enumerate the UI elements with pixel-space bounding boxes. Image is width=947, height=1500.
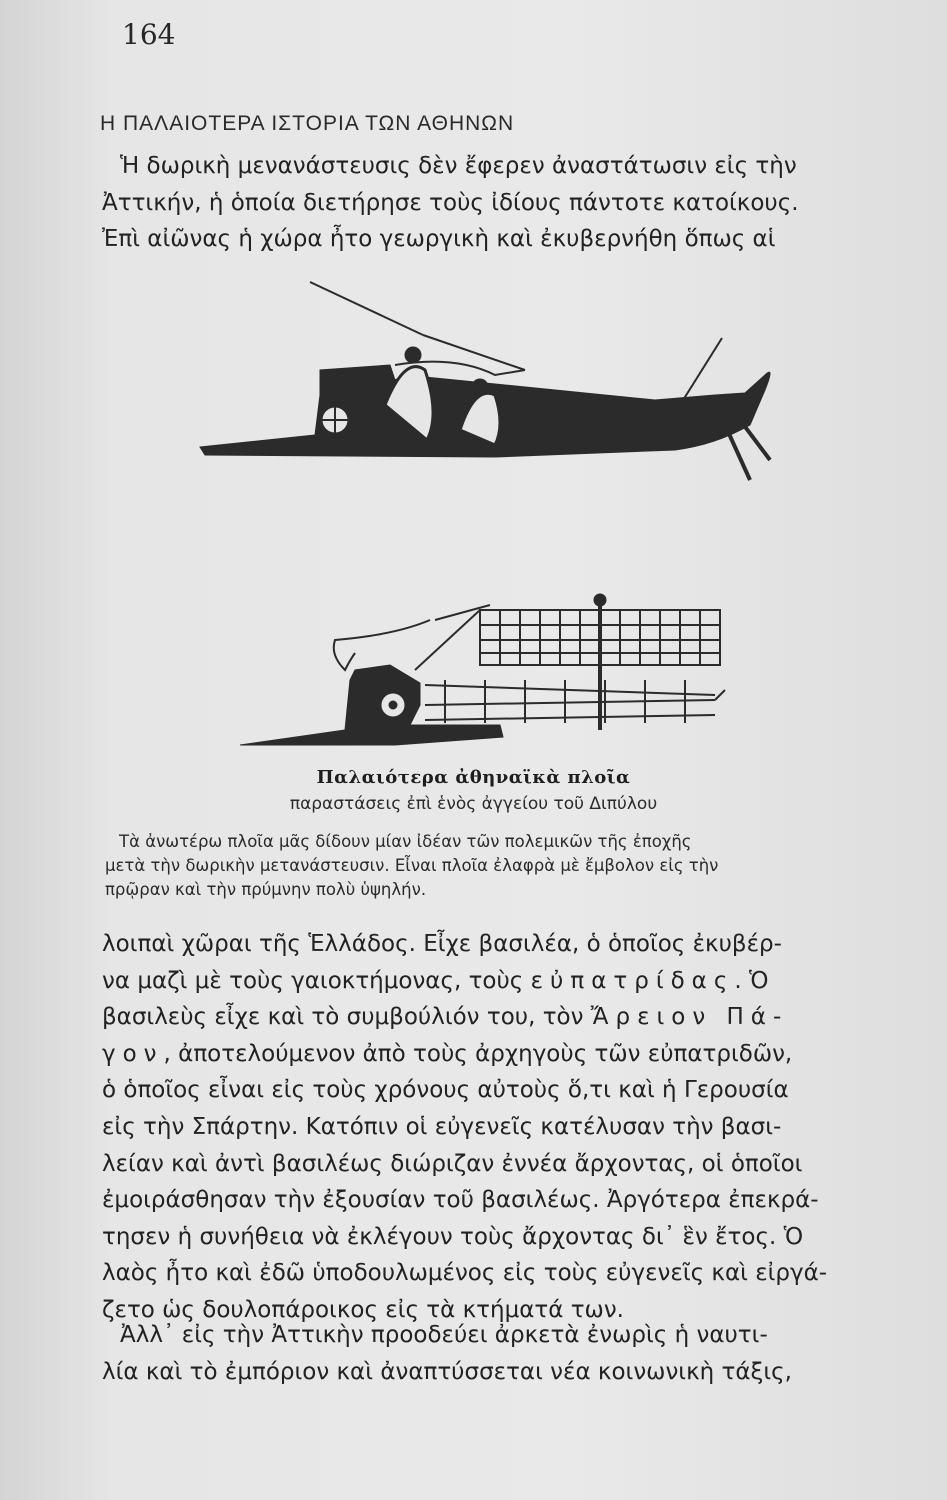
body-line: Ἀλλ᾿ εἰς τὴν Ἀττικὴν προοδεύει ἀρκετὰ ἐνωρὶς ἡ ναυτι- xyxy=(120,1322,768,1348)
body-line xyxy=(102,963,876,1000)
intro-paragraph xyxy=(102,148,876,258)
body-text: , ἀποτελούμενον ἀπὸ τοὺς ἀρχηγοὺς τῶν εὐπατριδῶν, xyxy=(163,1040,793,1067)
body-line: ὁ ὁποῖος εἶναι εἰς τοὺς χρόνους αὐτοὺς ὅ,τι καὶ ἡ Γερουσία xyxy=(102,1077,789,1104)
body-line: λείαν καὶ ἀντὶ βασιλέως διώριζαν ἐννέα ἄρχοντας, οἱ ὁποῖοι xyxy=(102,1150,803,1177)
intro-line: Ἀττικήν, ἡ ὁποία διετήρησε τοὺς ἰδίους πάντοτε κατοίκους. xyxy=(102,189,799,216)
body-line xyxy=(102,999,876,1036)
main-paragraph-2 xyxy=(102,1317,876,1390)
body-text: βασιλεὺς εἶχε καὶ τὸ συμβούλιόν του, τὸν xyxy=(102,1004,591,1031)
caption-note-line: μετὰ τὴν δωρικὴν μετανάστευσιν. Εἶναι πλοῖα ἐλαφρὰ μὲ ἔμβολον εἰς τὴν xyxy=(105,856,719,875)
intro-line: Ἐπὶ αἰῶνας ἡ χώρα ἦτο γεωργικὴ καὶ ἐκυβερνήθη ὅπως αἱ xyxy=(102,226,776,253)
body-line: τησεν ἡ συνήθεια νὰ ἐκλέγουν τοὺς ἄρχοντας δι᾿ ἓν ἔτος. Ὁ xyxy=(102,1223,804,1250)
lower-ship xyxy=(240,594,725,745)
body-line xyxy=(102,1036,876,1073)
body-line: εἰς τὴν Σπάρτην. Κατόπιν οἱ εὐγενεῖς κατέλυσαν τὴν βασι- xyxy=(102,1113,782,1140)
figure-caption-title: Παλαιότερα ἀθηναϊκὰ πλοῖα xyxy=(316,767,631,788)
body-line: ζετο ὡς δουλοπάροικος εἰς τὰ κτήματά των. xyxy=(102,1296,624,1323)
ships-illustration xyxy=(195,275,785,765)
main-paragraph-1 xyxy=(102,926,876,1329)
figure-caption-note xyxy=(105,830,875,902)
body-line: λοιπαὶ χῶραι τῆς Ἑλλάδος. Εἶχε βασιλέα, ὁ ὁποῖος ἐκυβέρ- xyxy=(102,931,782,957)
body-line: λία καὶ τὸ ἐμπόριον καὶ ἀναπτύσσεται νέα κοινωνικὴ τάξις, xyxy=(102,1358,792,1385)
body-line: ἐμοιράσθησαν τὴν ἐξουσίαν τοῦ βασιλέως. Ἀργότερα ἐπεκρά- xyxy=(102,1187,819,1214)
ships-drawing xyxy=(195,275,785,765)
caption-note-line: πρῷραν καὶ τὴν πρύμνην πολὺ ὑψηλήν. xyxy=(105,880,427,899)
intro-line: Ἡ δωρικὴ μενανάστευσις δὲν ἔφερεν ἀναστάτωσιν εἰς τὴν xyxy=(120,153,797,179)
emphasized-term: γον xyxy=(102,1040,164,1067)
emphasized-term: Ἄρειον Πά- xyxy=(590,1004,789,1031)
body-line: λαὸς ἦτο καὶ ἐδῶ ὑποδουλωμένος εἰς τοὺς εὐγενεῖς καὶ εἰργά- xyxy=(102,1260,828,1287)
figure-caption-subtitle: παραστάσεις ἐπὶ ἑνὸς ἀγγείου τοῦ Διπύλου xyxy=(289,794,658,814)
upper-ship xyxy=(200,282,770,480)
body-text: . Ὁ xyxy=(734,967,769,994)
running-head: Η ΠΑΛΑΙΟΤΕΡΑ ΙΣΤΟΡΙΑ ΤΩΝ ΑΘΗΝΩΝ xyxy=(100,112,515,135)
page-number: 164 xyxy=(122,18,176,51)
body-text: να μαζὶ μὲ τοὺς γαιοκτήμονας, τοὺς xyxy=(102,967,531,994)
caption-note-line: Τὰ ἀνωτέρω πλοῖα μᾶς δίδουν μίαν ἰδέαν τῶν πολεμικῶν τῆς ἐποχῆς xyxy=(119,832,692,851)
emphasized-term: εὐπατρίδας xyxy=(530,967,735,994)
